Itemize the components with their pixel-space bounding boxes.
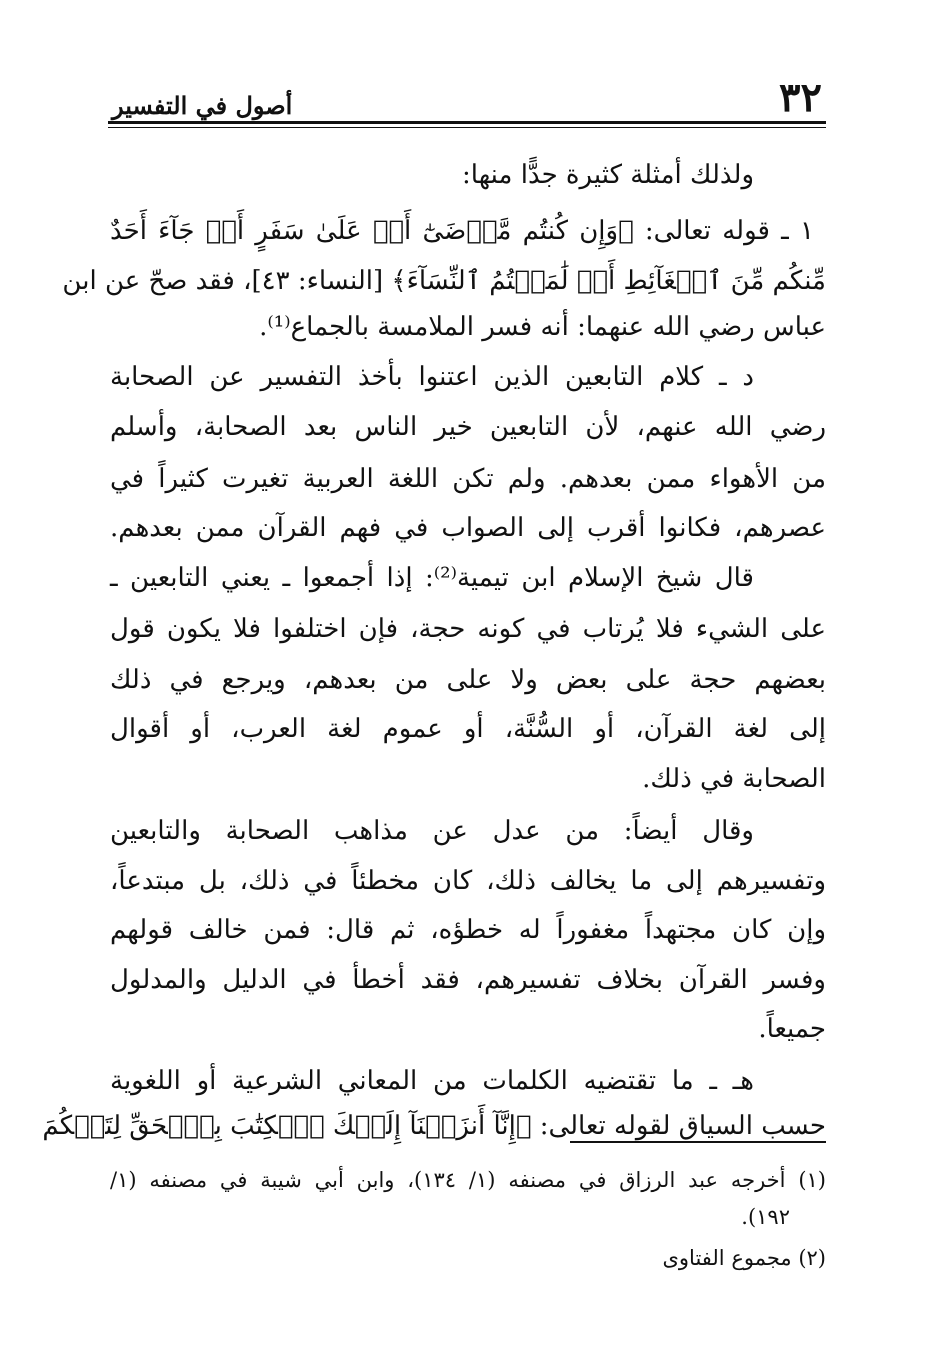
footnote-line: (١) أخرجه عبد الرزاق في مصنفه (١/ ١٣٤)، وابن أبي شيبة في مصنفه (١/: [110, 1168, 826, 1192]
paragraph-line: وتفسيرهم إلى ما يخالف ذلك، كان مخطئاً في ذلك، بل مبتدعاً،: [110, 866, 826, 896]
paragraph-line: على الشيء فلا يُرتاب في كونه حجة، فإن اختلفوا فلا يكون قول: [110, 614, 826, 644]
footnote-line: ١٩٢).: [741, 1205, 790, 1229]
paragraph-line: إلى لغة القرآن، أو السُّنَّة، أو عموم لغة العرب، أو أقوال: [110, 714, 826, 744]
header-rule-thin: [108, 127, 826, 128]
running-title: أصول في التفسير: [112, 91, 293, 120]
paragraph-line: رضي الله عنهم، لأن التابعين خير الناس بعد الصحابة، وأسلم: [110, 412, 826, 442]
paragraph-line: عصرهم، فكانوا أقرب إلى الصواب في فهم القرآن ممن بعدهم.: [110, 513, 826, 543]
paragraph-line: بعضهم حجة على بعض ولا على من بعدهم، ويرجع في ذلك: [110, 665, 826, 695]
paragraph-line: وفسر القرآن بخلاف تفسيرهم، فقد أخطأ في الدليل والمدلول: [110, 965, 826, 995]
paragraph-line: هـ ـ ما تقتضيه الكلمات من المعاني الشرعية أو اللغوية: [110, 1066, 754, 1096]
paragraph-line: وقال أيضاً: من عدل عن مذاهب الصحابة والتابعين: [110, 816, 754, 846]
paragraph-line: من الأهواء ممن بعدهم. ولم تكن اللغة العربية تغيرت كثيراً في: [110, 464, 826, 494]
footnote-separator: [570, 1141, 826, 1143]
paragraph-line: الصحابة في ذلك.: [642, 764, 826, 794]
paragraph-line: عباس رضي الله عنهما: أنه فسر الملامسة بالجماع⁽¹⁾.: [259, 312, 826, 342]
paragraph-line: د ـ كلام التابعين الذين اعتنوا بأخذ التفسير عن الصحابة: [110, 362, 754, 392]
header-rule-thick: [108, 121, 826, 124]
paragraph-line: وإن كان مجتهداً مغفوراً له خطؤه، ثم قال: فمن خالف قولهم: [110, 915, 826, 945]
page-header: [108, 70, 826, 122]
paragraph-line: جميعاً.: [758, 1014, 826, 1044]
paragraph-line: ولذلك أمثلة كثيرة جدًّا منها:: [462, 160, 754, 190]
paragraph-line: حسب السياق لقوله تعالى: ﴿إِنَّآ أَنزَلۡنَآ إِلَيۡكَ ٱلۡكِتَٰبَ بِٱلۡحَقِّ لِتَحۡكُمَ: [42, 1111, 826, 1141]
paragraph-line: مِّنكُم مِّنَ ٱلۡغَآئِطِ أَوۡ لَٰمَسۡتُمُ ٱلنِّسَآءَ﴾ [النساء: ٤٣]، فقد صحّ عن ابن: [62, 266, 826, 296]
paragraph-line: ١ ـ قوله تعالى: ﴿وَإِن كُنتُم مَّرۡضَىٰٓ أَوۡ عَلَىٰ سَفَرٍ أَوۡ جَآءَ أَحَدٌ: [110, 216, 814, 246]
footnote-line: (٢) مجموع الفتاوى: [662, 1246, 826, 1270]
page-number: ٣٢: [779, 74, 822, 121]
paragraph-line: قال شيخ الإسلام ابن تيمية⁽²⁾: إذا أجمعوا ـ يعني التابعين ـ: [110, 563, 754, 593]
